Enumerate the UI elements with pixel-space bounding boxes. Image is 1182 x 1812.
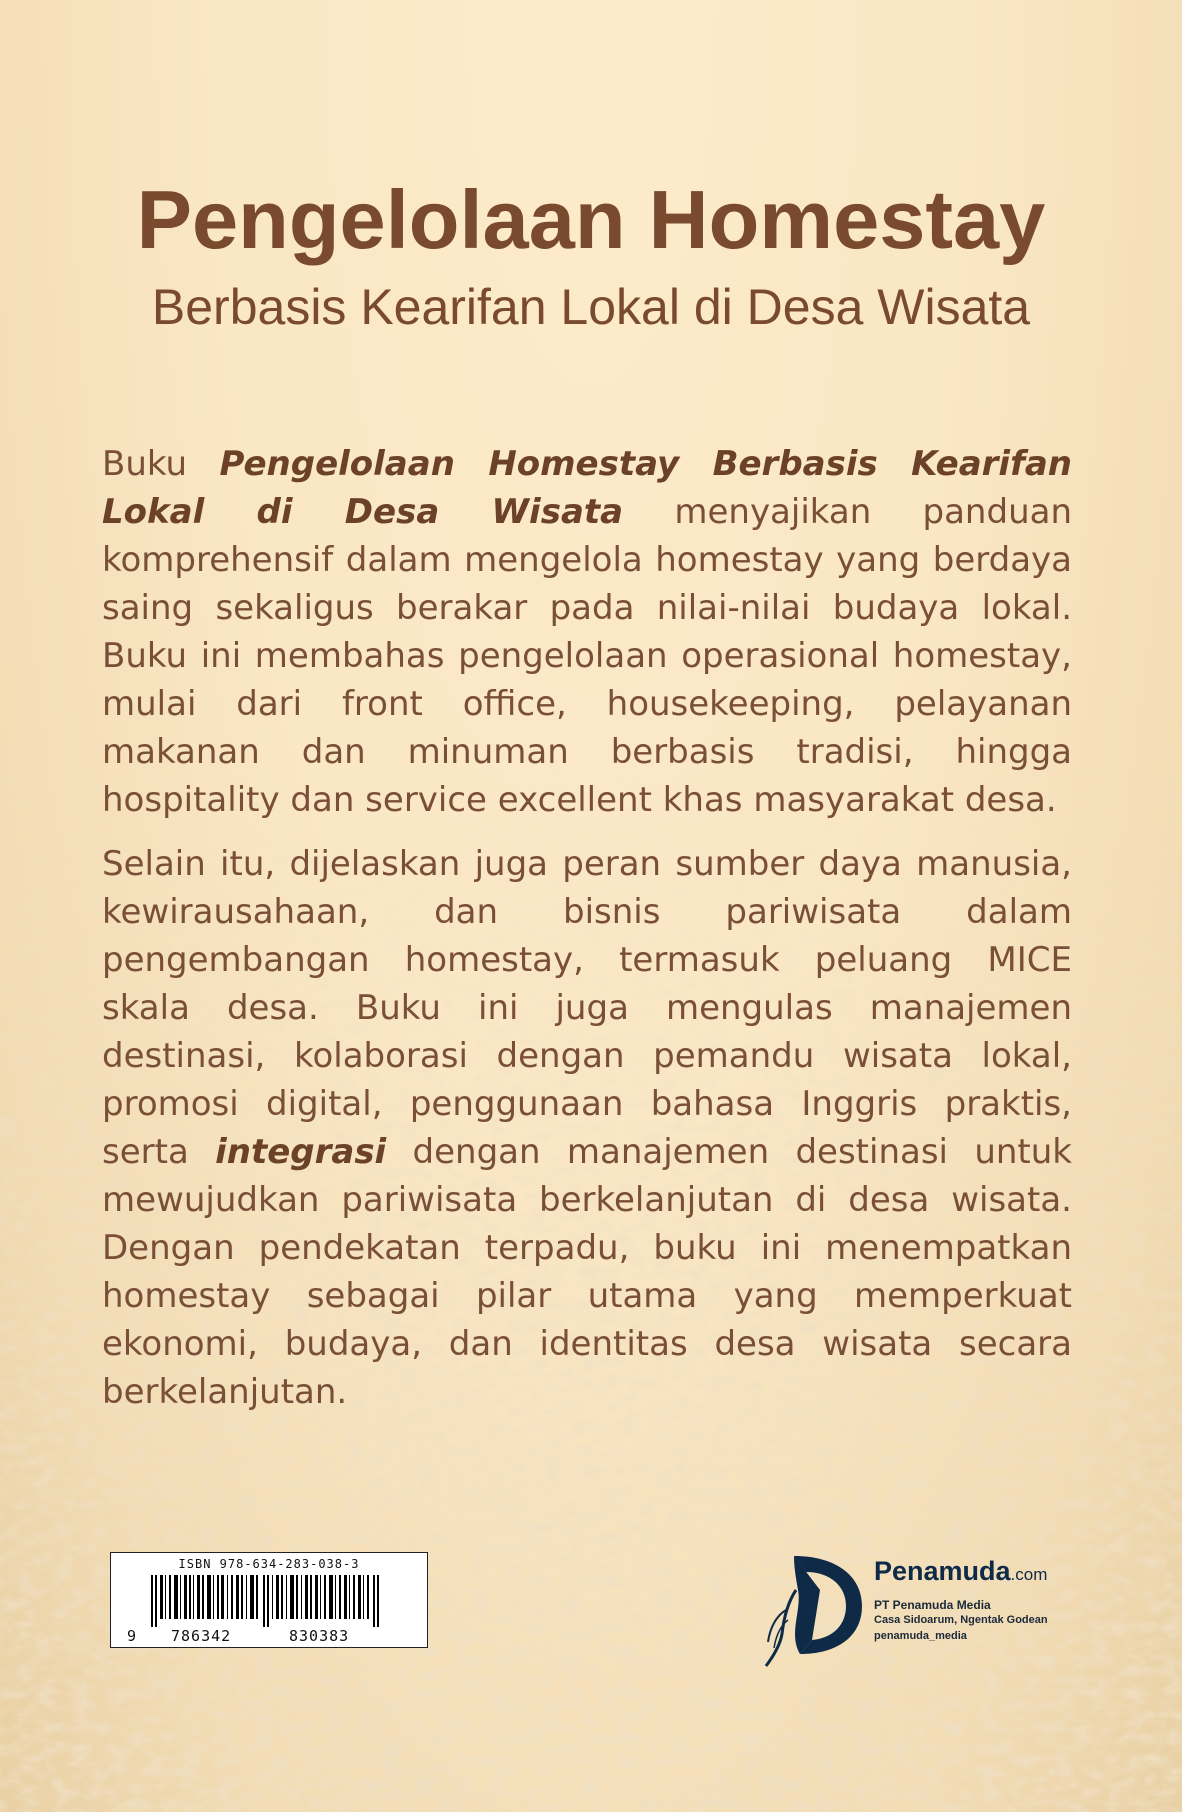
blurb-book-title: Pengelolaan Homestay Berbasis Kearifan Lokal di Desa Wisata — [102, 444, 1073, 532]
back-cover-blurb — [102, 440, 1072, 1432]
isbn-digit-first: 9 — [127, 1627, 138, 1645]
book-subtitle: Berbasis Kearifan Lokal di Desa Wisata — [151, 279, 1031, 335]
publisher-brand-suffix: .com — [1010, 1565, 1048, 1584]
publisher-brand — [874, 1556, 1047, 1587]
penamuda-logo-icon — [758, 1550, 868, 1670]
publisher-block — [758, 1550, 1088, 1670]
publisher-address: Casa Sidoarum, Ngentak Godean — [874, 1614, 1048, 1626]
blurb-emphasis: integrasi — [215, 1132, 387, 1172]
blurb-p2-lead: Selain itu, dijelaskan juga peran sumber daya manusia, kewirausahaan, dan bisnis pariwisata dalam pengembangan homestay, termasuk peluang MICE skala desa. Buku ini juga mengulas manajemen destinasi, kolaborasi dengan pemandu wisata lokal, promosi digital, penggunaan bahasa Inggris praktis, serta — [102, 844, 1072, 1172]
book-title: Pengelolaan Homestay — [136, 173, 1046, 266]
blurb-p1-lead: Buku — [102, 444, 220, 484]
blurb-p2-rest: dengan manajemen destinasi untuk mewujudkan pariwisata berkelanjutan di desa wisata. Dengan pendekatan terpadu, buku ini menempatkan homestay sebagai pilar utama yang memperkuat ekonomi, budaya, dan identitas desa wisata secara berkelanjutan. — [102, 1132, 1072, 1412]
publisher-social: penamuda_media — [874, 1630, 967, 1642]
barcode-icon — [151, 1575, 391, 1627]
isbn-label: ISBN 978-634-283-038-3 — [178, 1557, 360, 1571]
publisher-company: PT Penamuda Media — [874, 1598, 991, 1612]
blurb-paragraph-2 — [102, 840, 1072, 1416]
blurb-p1-rest: menyajikan panduan komprehensif dalam mengelola homestay yang berdaya saing sekaligus berakar pada nilai-nilai budaya lokal. Buku ini membahas pengelolaan operasional homestay, mulai dari front office, housekeeping, pelayanan makanan dan minuman berbasis tradisi, hingga hospitality dan service excellent khas masyarakat desa. — [102, 492, 1073, 820]
isbn-digits-right: 830383 — [289, 1627, 350, 1645]
isbn-digits-left: 786342 — [171, 1627, 232, 1645]
publisher-brand-name: Penamuda — [874, 1556, 1011, 1586]
blurb-paragraph-1 — [102, 440, 1072, 824]
isbn-barcode-block — [110, 1552, 428, 1648]
